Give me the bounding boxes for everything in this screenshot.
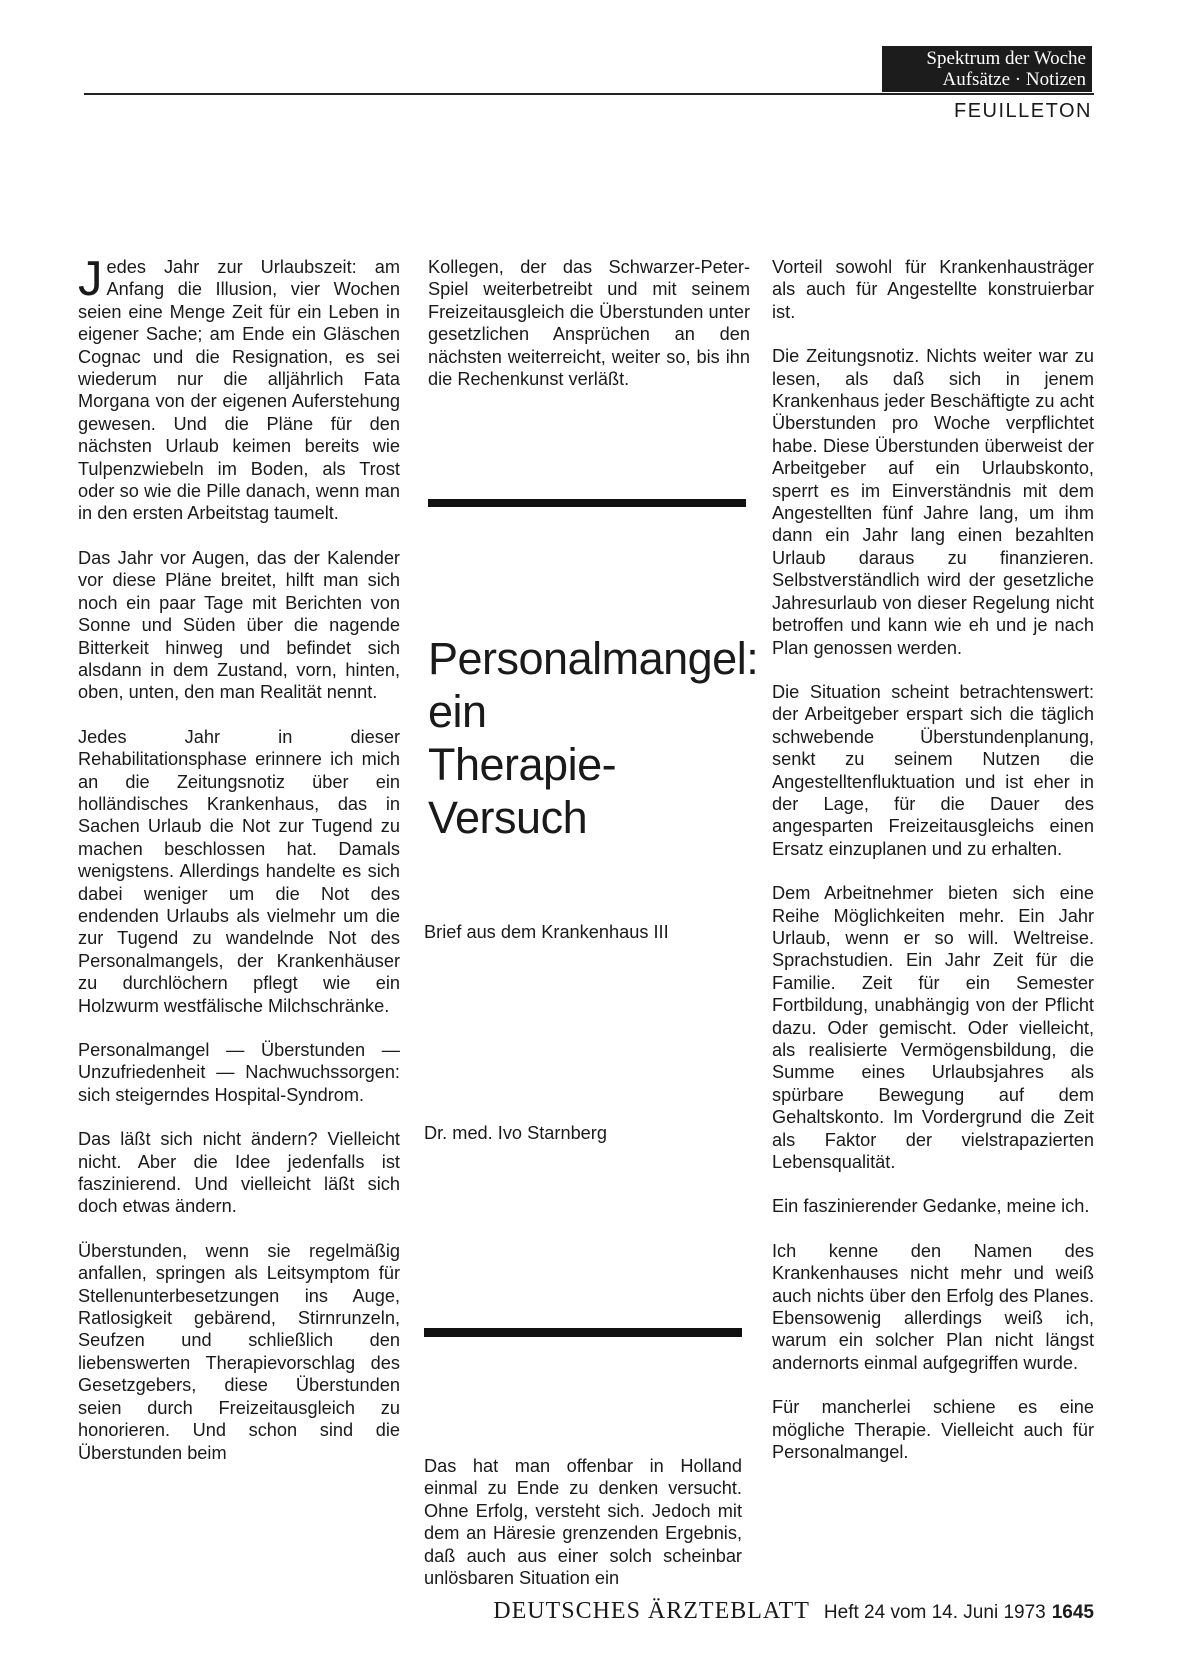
paragraph: Überstunden, wenn sie regelmäßig anfallen, springen als Leitsymptom für Stellenunterbesetzungen ins Auge, Ratlosigkeit gebärend, Stirnrunzeln, Seufzen und schließlich den liebenswerten Therapievorschlag des Gesetzgebers, diese Überstunden seien durch Freizeitausgleich zu honorieren. Und schon sind die Überstunden beim bbox=[78, 1240, 400, 1463]
column-2 bbox=[428, 256, 750, 412]
article-title bbox=[428, 632, 768, 844]
paragraph: Die Zeitungsnotiz. Nichts weiter war zu lesen, als daß sich in jenem Krankenhaus jeder Beschäftigte zu acht Überstunden pro Woche verpflichtet habe. Diese Überstunden überweist der Arbeitgeber auf ein Urlaubskonto, sperrt es im Einverständnis mit dem Angestellten fünf Jahre lang, um ihm dann ein Jahr lang einen bezahlten Urlaub daraus zu finanzieren. Selbstverständlich wird der gesetzliche Jahresurlaub von dieser Regelung nicht betroffen und kann wie eh und je nach Plan genossen werden. bbox=[772, 346, 1094, 658]
badge-line-1: Spektrum der Woche bbox=[926, 48, 1086, 69]
column-2-continued bbox=[424, 1455, 742, 1611]
article-subtitle: Brief aus dem Krankenhaus III bbox=[424, 922, 669, 942]
journal-name: DEUTSCHES ÄRZTEBLATT bbox=[493, 1598, 810, 1624]
badge-line-2: Aufsätze · Notizen bbox=[942, 69, 1086, 90]
article-author: Dr. med. Ivo Starnberg bbox=[424, 1123, 607, 1143]
drop-cap: J bbox=[78, 252, 103, 306]
paragraph: Vorteil sowohl für Krankenhausträger als auch für Angestellte konstruierbar ist. bbox=[772, 257, 1094, 322]
header-rule bbox=[84, 93, 1094, 95]
paragraph: Die Situation scheint betrachtenswert: der Arbeitgeber erspart sich die täglich schwebende Überstundenplanung, senkt zu seinem Nutzen die Angestelltenfluktuation und ist eher in der Lage, für die Dauer des angesparten Freizeitausgleichs einen Ersatz einzuplanen und zu erhalten. bbox=[772, 681, 1094, 859]
paragraph: Ein faszinierender Gedanke, meine ich. bbox=[772, 1196, 1090, 1217]
paragraph: Das Jahr vor Augen, das der Kalender vor diese Pläne breitet, hilft man sich noch ein paar Tage mit Berichten von Sonne und Süden über die nagende Bitterkeit hinweg und befindet sich alsdann in dem Zustand, vorn, hinten, oben, unten, den man Realität nennt. bbox=[78, 547, 400, 703]
title-line: Therapie- bbox=[428, 739, 617, 790]
paragraph: Kollegen, der das Schwarzer-Peter-Spiel weiterbetreibt und mit seinem Freizeitausgleich die Überstunden unter gesetzlichen Ansprüchen an den nächsten weiterreicht, weiter so, bis ihn die Rechenkunst verläßt. bbox=[428, 257, 750, 390]
paragraph: Das hat man offenbar in Holland einmal zu Ende zu denken versucht. Ohne Erfolg, versteht sich. Jedoch mit dem an Häresie grenzenden Ergebnis, daß auch aus einer solch scheinbar unlösbaren Situation ein bbox=[424, 1456, 742, 1589]
paragraph: Für mancherlei schiene es eine mögliche Therapie. Vielleicht auch für Personalmangel. bbox=[772, 1397, 1094, 1463]
title-line: Personalmangel: bbox=[428, 633, 759, 684]
section-badge bbox=[882, 46, 1092, 92]
section-label: FEUILLETON bbox=[954, 100, 1092, 122]
paragraph: Das läßt sich nicht ändern? Vielleicht nicht. Aber die Idee jedenfalls ist faszinierend. Und vielleicht läßt sich doch etwas ändern. bbox=[78, 1129, 400, 1217]
paragraph: Personalmangel — Überstunden — Unzufriedenheit — Nachwuchssorgen: sich steigerndes Hospital-Syndrom. bbox=[78, 1040, 400, 1105]
title-line: Versuch bbox=[428, 792, 588, 843]
issue-info: Heft 24 vom 14. Juni 1973 bbox=[823, 1602, 1046, 1623]
page-number: 1645 bbox=[1051, 1602, 1094, 1623]
paragraph: Jedes Jahr zur Urlaubszeit: am Anfang die Illusion, vier Wochen seien eine Menge Zeit für ein Leben in eigener Sache; am Ende ein Gläschen Cognac und die Resignation, es sei wiederum nur die alljährlich Fata Morgana von der eigenen Auferstehung gewesen. Und die Pläne für den nächsten Urlaub keimen bereits wie Tulpenzwiebeln im Boden, als Trost oder so wie die Pille danach, wenn man in den ersten Arbeitstag taumelt. bbox=[78, 252, 400, 524]
title-rule-bottom bbox=[424, 1328, 742, 1337]
column-1 bbox=[78, 252, 400, 1486]
paragraph: Jedes Jahr in dieser Rehabilitationsphase erinnere ich mich an die Zeitungsnotiz über ein holländisches Krankenhaus, das in Sachen Urlaub die Not zur Tugend zu machen beschlossen hat. Damals wenigstens. Allerdings handelte es sich dabei weniger um die Not des endenden Urlaubs als vielmehr um die zur Tugend zu wandelnde Not des Personalmangels, der Krankenhäuser zu durchlöchern pflegt wie ein Holzwurm westfälische Milchschränke. bbox=[78, 726, 400, 1016]
page-footer bbox=[493, 1598, 1094, 1625]
paragraph: Dem Arbeitnehmer bieten sich eine Reihe Möglichkeiten mehr. Ein Jahr Urlaub, wenn er so will. Weltreise. Sprachstudien. Ein Jahr Zeit für die Familie. Zeit für ein Semester Fortbildung, unabhängig von der Pflicht dazu. Oder gemischt. Oder vielleicht, als realisierte Vermögensbildung, die Summe eines Urlaubsjahres als spürbare Bewegung auf dem Gehaltskonto. Im Vordergrund die Zeit als Faktor der vielstrapazierten Lebensqualität. bbox=[772, 883, 1094, 1173]
title-line: ein bbox=[428, 686, 487, 737]
title-rule-top bbox=[428, 499, 746, 507]
paragraph: Ich kenne den Namen des Krankenhauses nicht mehr und weiß auch nichts über den Erfolg des Planes. Ebensowenig allerdings weiß ich, warum ein solcher Plan nicht längst andernorts einmal aufgegriffen wurde. bbox=[772, 1240, 1094, 1373]
column-3 bbox=[772, 256, 1094, 1486]
